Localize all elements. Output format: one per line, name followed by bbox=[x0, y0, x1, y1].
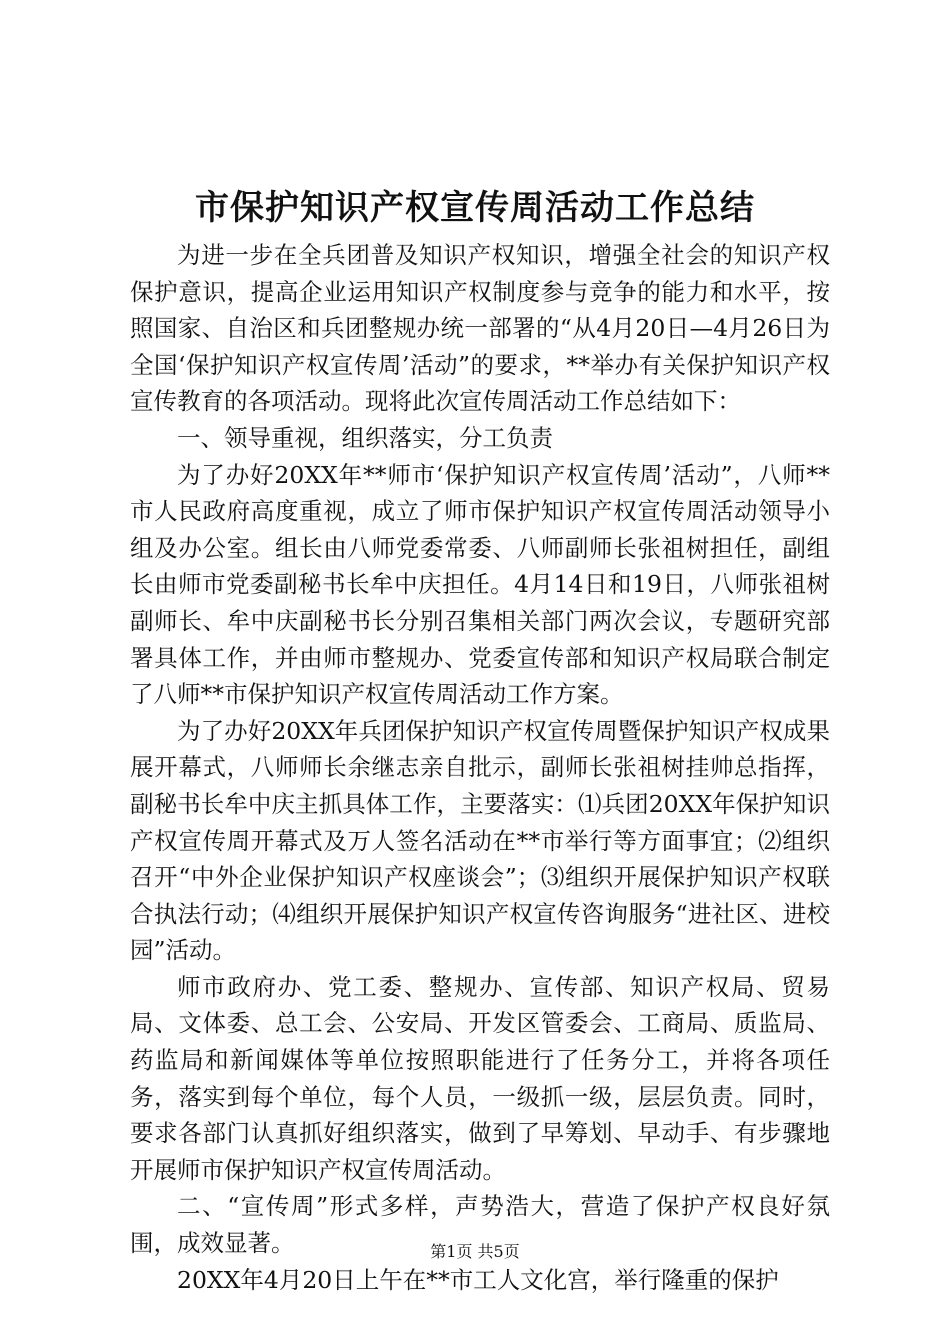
section-heading-1: 一、领导重视，组织落实，分工负责 bbox=[177, 423, 553, 452]
page-footer: 第1页 共5页 bbox=[430, 1242, 520, 1261]
document-body bbox=[130, 237, 830, 1298]
paragraph-event: 20XX年4月20日上午在**市工人文化宫，举行隆重的保护 bbox=[177, 1265, 779, 1294]
paragraph-intro: 为进一步在全兵团普及知识产权知识，增强全社会的知识产权保护意识，提高企业运用知识产权制度参与竞争的能力和水平，按照国家、自治区和兵团整规办统一部署的“从4月20日—4月26日为全国‘保护知识产权宣传周’活动”的要求，**举办有关保护知识产权宣传教育的各项活动。现将此次宣传周活动工作总结如下： bbox=[130, 241, 830, 416]
paragraph-opening-ceremony: 为了办好20XX年兵团保护知识产权宣传周暨保护知识产权成果展开幕式，八师师长余继志亲自批示，副师长张祖树挂帅总指挥，副秘书长牟中庆主抓具体工作，主要落实：⑴兵团20XX年保护知识产权宣传周开幕式及万人签名活动在**市举行等方面事宜；⑵组织召开“中外企业保护知识产权座谈会”；⑶组织开展保护知识产权联合执法行动；⑷组织开展保护知识产权宣传咨询服务“进社区、进校园”活动。 bbox=[130, 716, 830, 965]
paragraph-task-division: 师市政府办、党工委、整规办、宣传部、知识产权局、贸易局、文体委、总工会、公安局、开发区管委会、工商局、质监局、药监局和新闻媒体等单位按照职能进行了任务分工，并将各项任务，落实到每个单位，每个人员，一级抓一级，层层负责。同时，要求各部门认真抓好组织落实，做到了早筹划、早动手、有步骤地开展师市保护知识产权宣传周活动。 bbox=[130, 972, 830, 1184]
document-title: 市保护知识产权宣传周活动工作总结 bbox=[195, 188, 755, 228]
section-heading-2: 二、“宣传周”形式多样，声势浩大，营造了保护产权良好氛围，成效显著。 bbox=[130, 1192, 830, 1258]
paragraph-leadership: 为了办好20XX年**师市‘保护知识产权宣传周’活动”，八师**市人民政府高度重视，成立了师市保护知识产权宣传周活动领导小组及办公室。组长由八师党委常委、八师副师长张祖树担任，副组长由师市党委副秘书长牟中庆担任。4月14日和19日，八师张祖树副师长、牟中庆副秘书长分别召集相关部门两次会议，专题研究部署具体工作，并由师市整规办、党委宣传部和知识产权局联合制定了八师**市保护知识产权宣传周活动工作方案。 bbox=[130, 460, 830, 709]
